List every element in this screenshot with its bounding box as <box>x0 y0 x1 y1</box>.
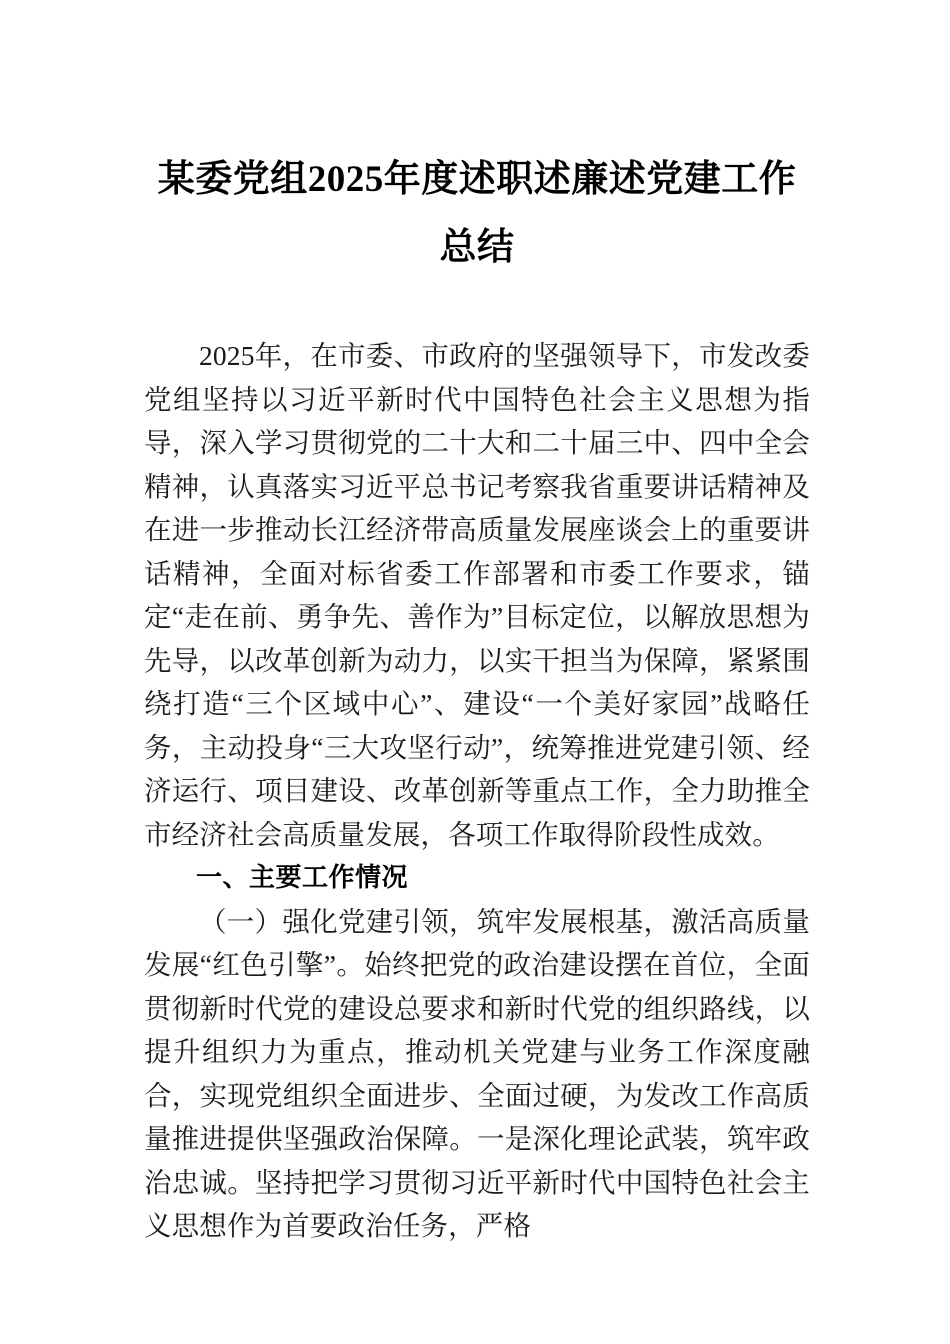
document-content-column <box>144 0 810 1248</box>
section-heading-main-work: 一、主要工作情况 <box>196 862 409 892</box>
body-paragraph-intro: 2025年，在市委、市政府的坚强领导下，市发改委党组坚持以习近平新时代中国特色社会主义思想为指导，深入学习贯彻党的二十大和二十届三中、四中全会精神，认真落实习近平总书记考察我省重要讲话精神及在进一步推动长江经济带高质量发展座谈会上的重要讲话精神，全面对标省委工作部署和市委工作要求，锚定“走在前、勇争先、善作为”目标定位，以解放思想为先导，以改革创新为动力，以实干担当为保障，紧紧围绕打造“三个区域中心”、建设“一个美好家园”战略任务，主动投身“三大攻坚行动”，统筹推进党建引领、经济运行、项目建设、改革创新等重点工作，全力助推全市经济社会高质量发展，各项工作取得阶段性成效。 <box>144 340 810 850</box>
body-paragraph-party-building: （一）强化党建引领，筑牢发展根基，激活高质量发展“红色引擎”。始终把党的政治建设摆在首位，全面贯彻新时代党的建设总要求和新时代党的组织路线，以提升组织力为重点，推动机关党建与业务工作深度融合，实现党组织全面进步、全面过硬，为发改工作高质量推进提供坚强政治保障。一是深化理论武装，筑牢政治忠诚。坚持把学习贯彻习近平新时代中国特色社会主义思想作为首要政治任务，严格 <box>144 905 810 1241</box>
page-title: 某委党组2025年度述职述廉述党建工作总结 <box>157 159 797 268</box>
